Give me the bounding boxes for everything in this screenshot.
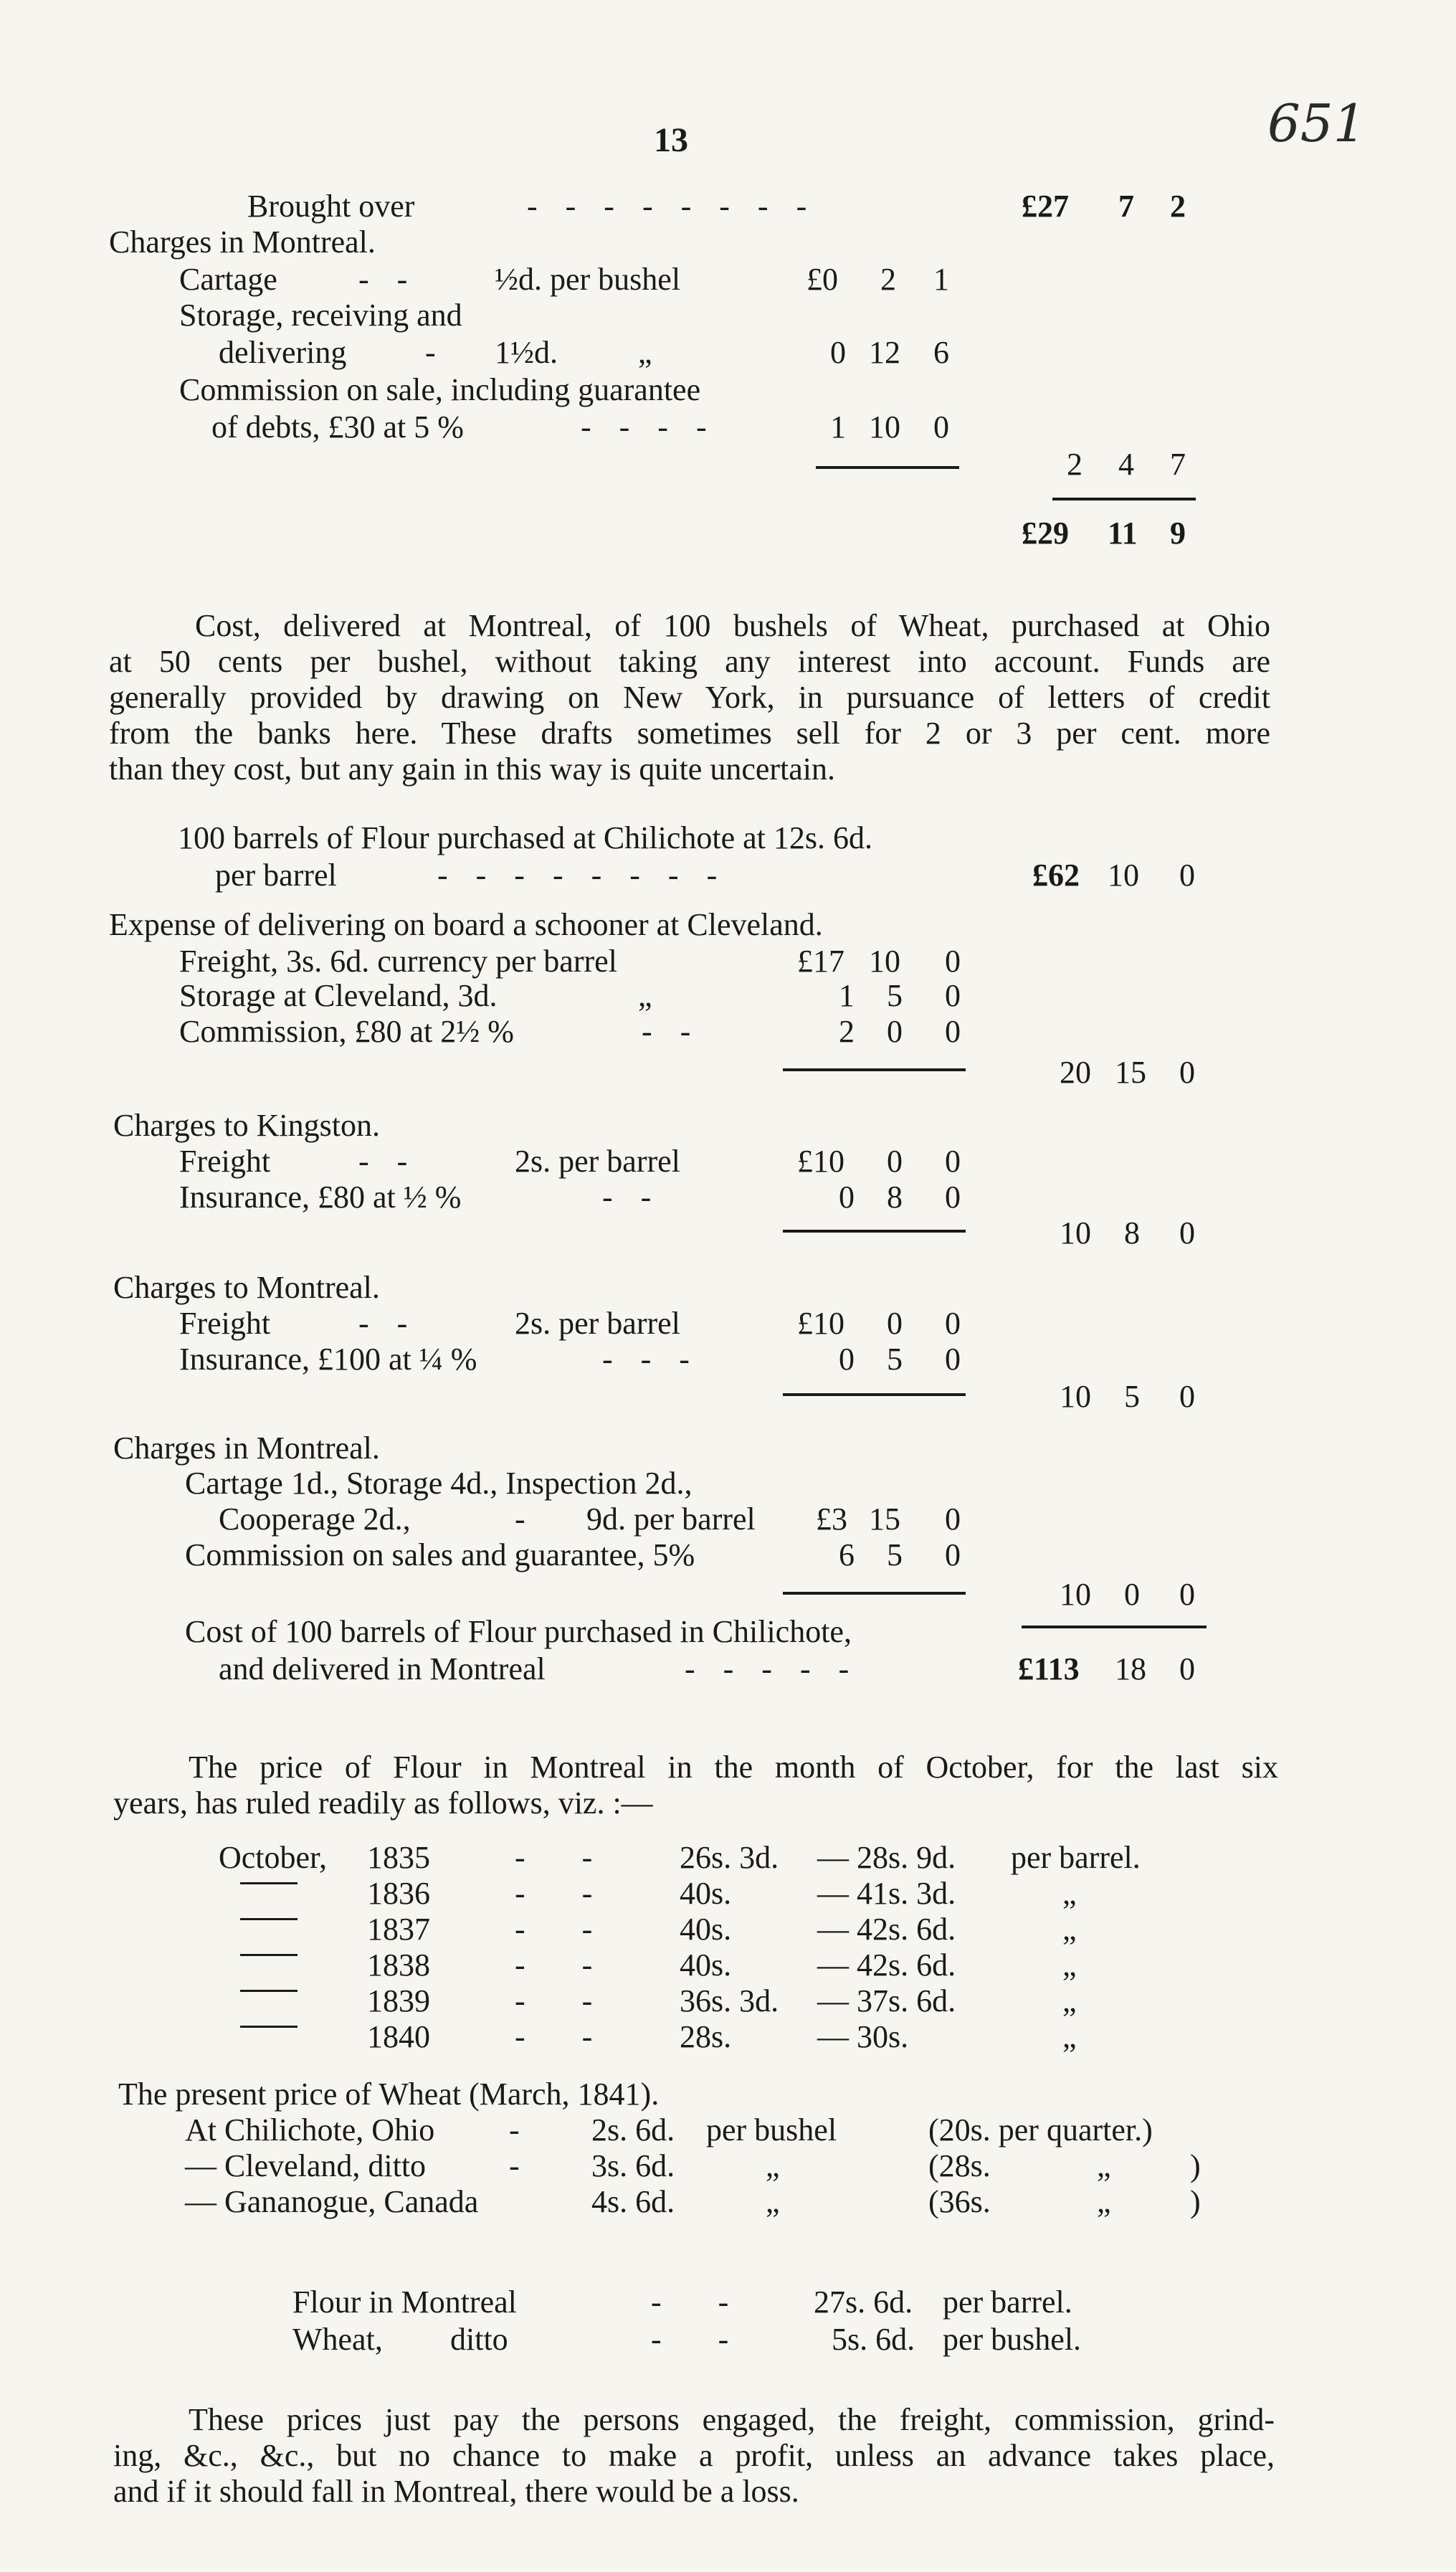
place: At Chilichote, Ohio xyxy=(185,2112,435,2148)
price-high: — 41s. 3d. xyxy=(817,1876,956,1911)
item-label: Cartage xyxy=(179,262,277,297)
leader-dots: - xyxy=(425,335,436,370)
amount-shillings: 0 xyxy=(887,1144,903,1179)
sum-rule xyxy=(783,1393,966,1396)
ditto-word: ditto xyxy=(450,2322,508,2357)
leader-dots: - - - - xyxy=(581,409,717,445)
leader-dots: - - xyxy=(602,1180,662,1215)
unit: per barrel. xyxy=(943,2284,1072,2320)
year: 1838 xyxy=(367,1947,430,1983)
amount-pence: 0 xyxy=(945,978,961,1013)
price: 27s. 6d. xyxy=(814,2284,913,2320)
amount-pence: 0 xyxy=(945,1501,961,1537)
leader-dots: - - xyxy=(515,1840,617,1875)
section-title: Charges in Montreal. xyxy=(113,1430,380,1466)
leader-dots: - - xyxy=(358,1144,418,1179)
sum-rule xyxy=(783,1068,966,1071)
amount-pence: 0 xyxy=(945,1342,961,1377)
brought-over-label: Brought over xyxy=(247,189,415,224)
amount-shillings: 7 xyxy=(1118,189,1134,224)
total-pounds: £113 xyxy=(1018,1651,1080,1686)
leader-dots: - - xyxy=(515,1876,617,1911)
amount-pounds: £17 xyxy=(797,944,844,979)
amount-pence: 1 xyxy=(933,262,949,297)
price-high: — 42s. 6d. xyxy=(817,1947,956,1983)
leader-dots: - xyxy=(509,2148,520,2183)
leader-dots: - - - - - - - - xyxy=(527,189,817,224)
paragraph-line: than they cost, but any gain in this way is quite uncertain. xyxy=(109,751,836,787)
item-label: Commission, £80 at 2½ % xyxy=(179,1014,514,1049)
amount-pence: 0 xyxy=(1179,858,1195,893)
item-rate: 2s. per barrel xyxy=(515,1144,680,1179)
year: 1836 xyxy=(367,1876,430,1911)
sum-rule xyxy=(783,1592,966,1595)
section-title: Charges to Montreal. xyxy=(113,1270,380,1305)
amount-shillings: 5 xyxy=(887,978,903,1013)
item-label: Freight, 3s. 6d. currency per barrel xyxy=(179,944,617,979)
amount-pounds: 6 xyxy=(839,1537,855,1572)
item: Wheat, xyxy=(292,2322,383,2357)
place: — Cleveland, ditto xyxy=(185,2148,427,2183)
amount-pounds: 0 xyxy=(830,335,846,370)
item-label: Commission on sale, including guarantee xyxy=(179,372,701,407)
subtotal-pounds: 10 xyxy=(1060,1577,1091,1612)
unit: „ xyxy=(1062,1983,1077,2018)
ditto-dash xyxy=(240,1876,298,1889)
amount-shillings: 10 xyxy=(1108,858,1139,893)
leader-dots: - - xyxy=(515,1947,617,1983)
handwritten-folio: 651 xyxy=(1267,93,1366,153)
section-title: The present price of Wheat (March, 1841). xyxy=(118,2077,660,2112)
amount-pence: 6 xyxy=(933,335,949,370)
amount-shillings: 0 xyxy=(887,1014,903,1049)
amount-pounds: 0 xyxy=(839,1342,855,1377)
leader-dots: - - xyxy=(515,1983,617,2018)
amount-shillings: 12 xyxy=(869,335,900,370)
item-label-cont: of debts, £30 at 5 % xyxy=(211,409,464,445)
price-low: 36s. 3d. xyxy=(680,1983,779,2018)
amount-shillings: 10 xyxy=(869,409,900,445)
item-rate: 1½d. xyxy=(495,335,558,370)
amount-pounds: £3 xyxy=(816,1501,847,1537)
year: 1837 xyxy=(367,1912,430,1947)
amount-shillings: 5 xyxy=(887,1537,903,1572)
price-high: — 42s. 6d. xyxy=(817,1912,956,1947)
amount-shillings: 2 xyxy=(880,262,896,297)
price-high: — 37s. 6d. xyxy=(817,1983,956,2018)
item-label: Freight xyxy=(179,1306,271,1341)
total-rule xyxy=(1022,1626,1207,1628)
item-label: Insurance, £100 at ¼ % xyxy=(179,1342,477,1377)
subtotal-shillings: 15 xyxy=(1115,1055,1146,1090)
item-label: Freight xyxy=(179,1144,271,1179)
month-label: October, xyxy=(219,1840,327,1875)
amount-pounds: 1 xyxy=(830,409,846,445)
unit: „ xyxy=(766,2148,780,2183)
purchase-line: 100 barrels of Flour purchased at Chilichote at 12s. 6d. xyxy=(178,820,873,855)
leader-dots: - - xyxy=(358,1306,418,1341)
year: 1840 xyxy=(367,2019,430,2054)
total-shillings: 18 xyxy=(1115,1651,1146,1686)
leader-dots: - - - xyxy=(602,1342,700,1377)
leader-dots: - - xyxy=(515,2019,617,2054)
leader-dots: - - - - - xyxy=(685,1651,860,1686)
unit: „ xyxy=(1062,1912,1077,1947)
price-low: 40s. xyxy=(680,1947,732,1983)
price-high: — 28s. 9d. xyxy=(817,1840,956,1875)
subtotal-pounds: 10 xyxy=(1060,1379,1091,1414)
paragraph-line: Cost, delivered at Montreal, of 100 bushels of Wheat, purchased at Ohio xyxy=(195,608,1270,643)
quarter-price: (28s. xyxy=(928,2148,991,2183)
subtotal-shillings: 4 xyxy=(1118,447,1134,482)
price-high: — 30s. xyxy=(817,2019,909,2054)
amount-pence: 2 xyxy=(1170,189,1186,224)
amount-pounds: £10 xyxy=(797,1144,844,1179)
leader-dots: - xyxy=(515,1501,525,1537)
total-rule xyxy=(1052,498,1196,500)
item-label-cont: Cooperage 2d., xyxy=(219,1501,411,1537)
price: 5s. 6d. xyxy=(832,2322,915,2357)
subtotal-pence: 0 xyxy=(1179,1379,1195,1414)
unit: „ xyxy=(766,2184,780,2219)
ditto-mark: „ xyxy=(638,335,652,370)
year: 1839 xyxy=(367,1983,430,2018)
amount-shillings: 0 xyxy=(887,1306,903,1341)
paragraph-line: and if it should fall in Montreal, there would be a loss. xyxy=(113,2474,799,2509)
unit: „ xyxy=(1062,2019,1077,2054)
item-rate: ½d. per bushel xyxy=(495,262,681,297)
year: 1835 xyxy=(367,1840,430,1875)
total-label-cont: and delivered in Montreal xyxy=(219,1651,546,1686)
unit: per bushel. xyxy=(943,2322,1082,2357)
subtotal-pounds: 2 xyxy=(1067,447,1083,482)
leader-dots: - - xyxy=(651,2284,753,2320)
total-pence: 0 xyxy=(1179,1651,1195,1686)
item: Flour in Montreal xyxy=(292,2284,517,2320)
item-rate: 9d. per barrel xyxy=(586,1501,756,1537)
ditto-mark: „ xyxy=(638,978,652,1013)
closing-paragraph xyxy=(113,2402,1275,2510)
purchase-line-cont: per barrel xyxy=(215,858,337,893)
amount-pence: 0 xyxy=(945,944,961,979)
subtotal-pence: 0 xyxy=(1179,1215,1195,1251)
paragraph-line: years, has ruled readily as follows, viz. :— xyxy=(113,1785,653,1821)
item-label: Storage, receiving and xyxy=(179,298,462,333)
price: 2s. 6d. xyxy=(591,2112,675,2148)
ditto-dash xyxy=(240,1912,298,1925)
subtotal-pence: 7 xyxy=(1170,447,1186,482)
amount-shillings: 5 xyxy=(887,1342,903,1377)
leader-dots: - - xyxy=(515,1912,617,1947)
leader-dots: - - - - - - - - xyxy=(437,858,728,893)
paragraph-line: The price of Flour in Montreal in the month of October, for the last six xyxy=(189,1750,1278,1785)
item-label-cont: delivering xyxy=(219,335,347,370)
amount-pence: 0 xyxy=(945,1537,961,1572)
item-label: Cartage 1d., Storage 4d., Inspection 2d., xyxy=(185,1466,693,1501)
sum-rule xyxy=(816,466,959,469)
amount-pounds: £10 xyxy=(797,1306,844,1341)
price: 4s. 6d. xyxy=(591,2184,675,2219)
ditto-mark: „ xyxy=(1097,2148,1111,2183)
leader-dots: - - xyxy=(642,1014,701,1049)
section-title: Charges to Kingston. xyxy=(113,1108,380,1143)
amount-pence: 0 xyxy=(945,1144,961,1179)
subtotal-shillings: 5 xyxy=(1124,1379,1140,1414)
ditto-dash xyxy=(240,2020,298,2033)
amount-pounds: £62 xyxy=(1032,858,1080,893)
leader-dots: - - xyxy=(358,262,418,297)
leader-dots: - xyxy=(509,2112,520,2148)
subtotal-shillings: 8 xyxy=(1124,1215,1140,1251)
total-pounds: £29 xyxy=(1022,516,1069,551)
close-paren: ) xyxy=(1190,2184,1201,2219)
subtotal-pence: 0 xyxy=(1179,1055,1195,1090)
total-shillings: 11 xyxy=(1108,516,1138,551)
amount-pence: 0 xyxy=(933,409,949,445)
paragraph-line: from the banks here. These drafts sometimes sell for 2 or 3 per cent. more xyxy=(109,716,1270,751)
amount-pence: 0 xyxy=(945,1306,961,1341)
price-low: 40s. xyxy=(680,1912,732,1947)
leader-dots: - - xyxy=(651,2322,753,2357)
amount-shillings: 15 xyxy=(869,1501,900,1537)
subtotal-pence: 0 xyxy=(1179,1577,1195,1612)
october-intro xyxy=(113,1750,1278,1821)
section-title: Expense of delivering on board a schooner at Cleveland. xyxy=(109,907,823,942)
ditto-dash xyxy=(240,1948,298,1961)
subtotal-shillings: 0 xyxy=(1124,1577,1140,1612)
quarter-price: (36s. xyxy=(928,2184,991,2219)
amount-shillings: 10 xyxy=(869,944,900,979)
price-low: 28s. xyxy=(680,2019,732,2054)
close-paren: ) xyxy=(1190,2148,1201,2183)
section-title: Charges in Montreal. xyxy=(109,224,376,260)
amount-pounds: £0 xyxy=(806,262,838,297)
subtotal-pounds: 20 xyxy=(1060,1055,1091,1090)
unit: per barrel. xyxy=(1011,1840,1141,1875)
price-low: 40s. xyxy=(680,1876,732,1911)
unit: „ xyxy=(1062,1947,1077,1983)
item-rate: 2s. per barrel xyxy=(515,1306,680,1341)
price: 3s. 6d. xyxy=(591,2148,675,2183)
amount-shillings: 8 xyxy=(887,1180,903,1215)
wheat-cost-paragraph xyxy=(109,608,1270,787)
paragraph-line: These prices just pay the persons engaged, the freight, commission, grind- xyxy=(189,2402,1275,2437)
paragraph-line: at 50 cents per bushel, without taking any interest into account. Funds are xyxy=(109,644,1270,679)
amount-pounds: 0 xyxy=(839,1180,855,1215)
unit: per bushel xyxy=(706,2112,837,2148)
paragraph-line: generally provided by drawing on New York, in pursuance of letters of credit xyxy=(109,680,1270,715)
paragraph-line: ing, &c., &c., but no chance to make a profit, unless an advance takes place, xyxy=(113,2438,1275,2473)
amount-pounds: 2 xyxy=(839,1014,855,1049)
ditto-mark: „ xyxy=(1097,2184,1111,2219)
ditto-dash xyxy=(240,1984,298,1997)
total-label: Cost of 100 barrels of Flour purchased in Chilichote, xyxy=(185,1614,852,1649)
total-pence: 9 xyxy=(1170,516,1186,551)
unit: „ xyxy=(1062,1876,1077,1911)
amount-pence: 0 xyxy=(945,1180,961,1215)
amount-pounds: £27 xyxy=(1022,189,1069,224)
sum-rule xyxy=(783,1230,966,1233)
place: — Gananogue, Canada xyxy=(185,2184,479,2219)
amount-pounds: 1 xyxy=(839,978,855,1013)
item-label: Commission on sales and guarantee, 5% xyxy=(185,1537,695,1572)
quarter-price: (20s. per quarter.) xyxy=(928,2112,1153,2148)
item-label: Storage at Cleveland, 3d. xyxy=(179,978,498,1013)
subtotal-pounds: 10 xyxy=(1060,1215,1091,1251)
page-number: 13 xyxy=(654,121,688,159)
amount-pence: 0 xyxy=(945,1014,961,1049)
price-low: 26s. 3d. xyxy=(680,1840,779,1875)
item-label: Insurance, £80 at ½ % xyxy=(179,1180,462,1215)
